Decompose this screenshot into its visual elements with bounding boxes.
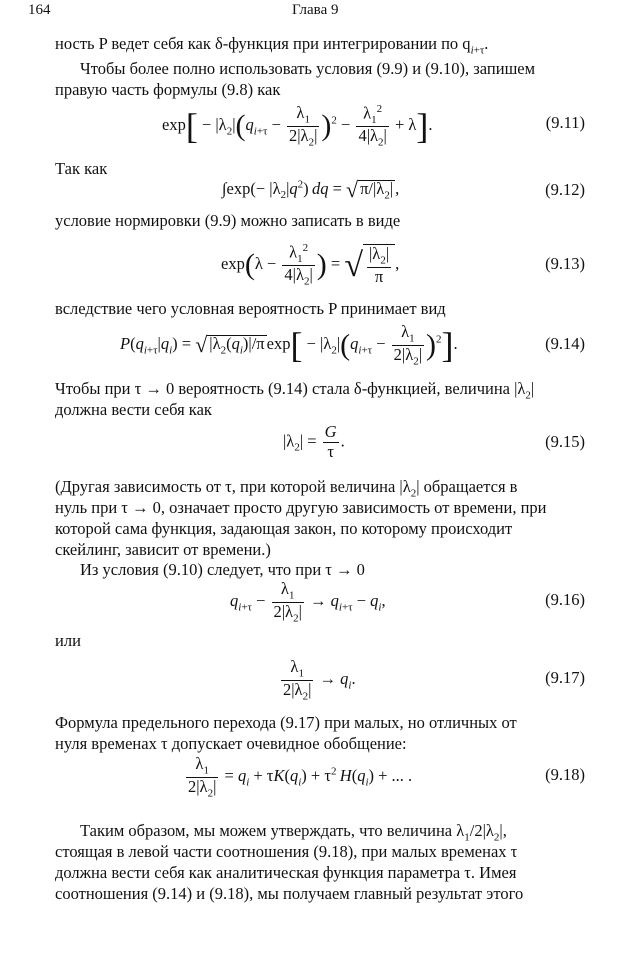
text-line: вследствие чего условная вероятность P принимает вид — [55, 299, 446, 318]
text-line: Так как — [55, 159, 108, 178]
equation-9-18 — [0, 754, 620, 800]
text-line: скейлинг, зависит от времени.) — [55, 540, 271, 559]
equation-body: $P(q_{i+\tau}|q_i)$ = √ $|\lambda_2(q_i)|/\pi$ $\exp[ - |\lambda_2|(q_{i+\tau}$ − $\frac{\lambda_1}{2|\lambda_2|}$ )$^2$]. — [120, 322, 458, 368]
text-line: Чтобы при τ → 0 вероятность (9.14) стала δ-функцией, величина $|\lambda_2|$ — [55, 379, 535, 402]
text-line: должна вести себя как аналитическая функция параметра τ. Имея — [55, 863, 517, 882]
equation-number: (9.14) — [545, 334, 585, 353]
equation-number: (9.12) — [545, 180, 585, 199]
equation-9-16 — [0, 579, 620, 625]
equation-body: $\exp[ - |\lambda_2|(q_{i+\tau}$ − $\frac{\lambda_1}{2|\lambda_2|}$ )$^2$ − $\frac{\lambda_1^2}{4|\lambda_2|}$ + λ]. — [162, 102, 433, 149]
text-line: Из условия (9.10) следует, что при τ → 0 — [80, 560, 365, 579]
equation-body: $q_{i+\tau}$ − $\frac{\lambda_1}{2|\lambda_2|}$ → $q_{i+\tau} - q_i$, — [230, 579, 386, 625]
text-line: Таким образом, мы можем утверждать, что величина $\lambda_1/2|\lambda_2|$, — [80, 821, 507, 844]
equation-number: (9.16) — [545, 590, 585, 609]
equation-9-15 — [0, 422, 620, 461]
equation-9-17 — [0, 657, 620, 703]
equation-9-14 — [0, 322, 620, 368]
equation-9-11 — [0, 102, 620, 149]
text-line: которой сама функция, задающая закон, по которому происходит — [55, 519, 513, 538]
equation-body: $\frac{\lambda_1}{2|\lambda_2|}$ = $q_i + \tau K(q_i) + \tau^2$ $H(q_i)$ + ... . — [188, 754, 413, 800]
text-line: Формула предельного перехода (9.17) при малых, но отличных от — [55, 713, 517, 732]
text-line: Чтобы более полно использовать условия (9.9) и (9.10), запишем — [80, 59, 536, 78]
text-line: условие нормировки (9.9) можно записать в виде — [55, 211, 401, 230]
text-line: или — [55, 631, 81, 650]
equation-number: (9.11) — [545, 113, 585, 132]
text-line: правую часть формулы (9.8) как — [55, 80, 281, 99]
equation-number: (9.17) — [545, 668, 585, 687]
running-head: Глава 9 — [292, 2, 339, 18]
equation-body: $\frac{\lambda_1}{2|\lambda_2|}$ → $q_i$. — [283, 657, 356, 703]
equation-number: (9.15) — [545, 432, 585, 451]
text-line: нуля временах τ допускает очевидное обобщение: — [55, 734, 407, 753]
equation-number: (9.13) — [545, 254, 585, 273]
equation-number: (9.18) — [545, 765, 585, 784]
text-line: стоящая в левой части соотношения (9.18), при малых временах τ — [55, 842, 518, 861]
equation-body: $\int\exp(- |\lambda_2|q^2)$ dq = √ $\pi/|\lambda_2|$ , — [222, 177, 400, 202]
text-line: нуль при τ → 0, означает просто другую зависимость от времени, при — [55, 498, 547, 517]
text-line: соотношения (9.14) и (9.18), мы получаем главный результат этого — [55, 884, 524, 903]
equation-9-13 — [0, 242, 620, 288]
text-line: (Другая зависимость от τ, при которой величина $|\lambda_2|$ обращается в — [55, 477, 518, 500]
text-line: ность P ведет себя как δ-функция при интегрировании по $q_{i+\tau}$. — [55, 34, 489, 57]
page-number: 164 — [28, 2, 51, 18]
equation-body: exp(λ − $\frac{\lambda_1^2}{4|\lambda_2|}$ ) = √ $\frac{|\lambda_2|}{\pi}$ , — [221, 242, 400, 288]
text-line: должна вести себя как — [55, 400, 212, 419]
equation-body: $|\lambda_2|$ = $\frac{G}{\tau}$ . — [283, 422, 345, 461]
equation-9-12 — [0, 177, 620, 202]
